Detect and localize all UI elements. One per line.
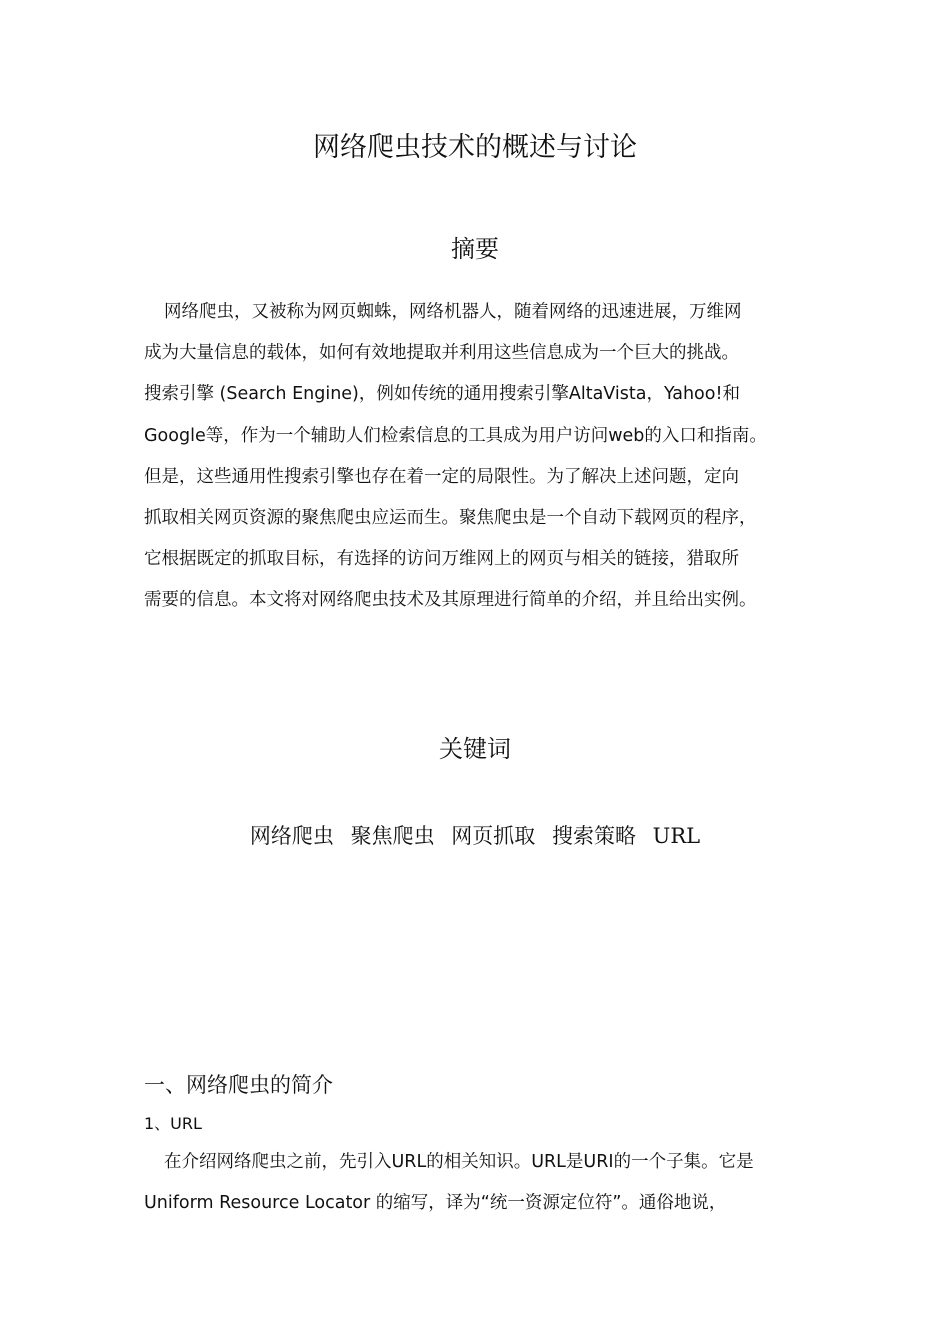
keywords-heading: 关键词 [439,735,511,763]
abstract-line: 抓取相关网页资源的聚焦爬虫应运而生。聚焦爬虫是一个自动下载网页的程序， [144,507,757,528]
abstract-body [144,292,824,622]
chapter-heading: 一、网络爬虫的简介 [144,1073,333,1097]
subsection-heading: 1、URL [144,1114,202,1133]
keyword-item: 网络爬虫 [249,824,334,848]
abstract-line: 成为大量信息的载体，如何有效地提取并利用这些信息成为一个巨大的挑战。 [144,343,739,364]
abstract-line: 但是，这些通用性搜索引擎也存在着一定的局限性。为了解决上述问题，定向 [144,466,739,487]
keyword-item: URL [652,824,701,848]
intro-line: Uniform Resource Locator 的缩写，译为“统一资源定位符”。通俗地说， [144,1193,727,1214]
document-title: 网络爬虫技术的概述与讨论 [313,132,637,163]
intro-body [144,1142,824,1224]
abstract-heading: 摘要 [451,235,499,263]
abstract-line: Google等，作为一个辅助人们检索信息的工具成为用户访问web的入口和指南。 [144,425,767,446]
intro-line: 在介绍网络爬虫之前，先引入URL的相关知识。URL是URI的一个子集。它是 [164,1152,754,1172]
abstract-line: 搜索引擎 (Search Engine)，例如传统的通用搜索引擎AltaVista，Yahoo!和 [144,384,740,405]
abstract-line: 它根据既定的抓取目标，有选择的访问万维网上的网页与相关的链接，猎取所 [144,549,739,570]
keywords-list [0,820,950,852]
keyword-item: 搜索策略 [551,824,636,848]
keyword-item: 聚焦爬虫 [350,824,435,848]
abstract-line: 需要的信息。本文将对网络爬虫技术及其原理进行简单的介绍，并且给出实例。 [144,590,757,611]
abstract-line: 网络爬虫，又被称为网页蜘蛛，网络机器人，随着网络的迅速进展，万维网 [164,302,742,322]
keyword-item: 网页抓取 [451,824,536,848]
